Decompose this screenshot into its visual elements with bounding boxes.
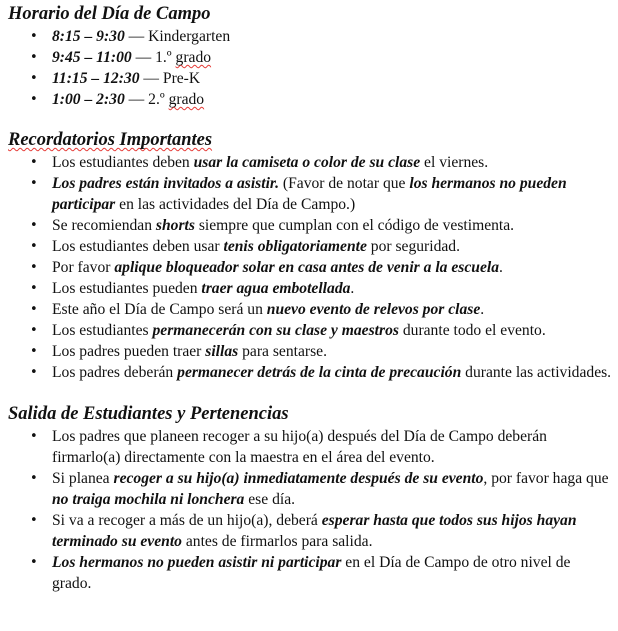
emphasized-text: traer agua embotellada [201,280,351,297]
body-text: Si va a recoger a más de un hijo(a), deberá [52,512,322,529]
reminder-item [52,362,612,383]
reminder-item [52,320,612,341]
schedule-item [52,26,612,47]
body-text: para sentarse. [238,343,327,360]
body-text: Los padres deberán [52,364,178,381]
body-text: Los padres que planeen recoger a su hijo(a) después del Día de Campo deberán firmarlo(a) directamente con la maestra en el área del evento. [52,428,547,466]
schedule-grade-word: grado [168,91,205,108]
body-text: . [480,301,485,318]
body-text: Este año el Día de Campo será un [52,301,267,318]
body-text: el viernes. [420,154,489,171]
emphasized-text: tenis obligatoriamente [223,238,367,255]
emphasized-text: Los padres están invitados a asistir. [52,175,280,192]
schedule-time: 9:45 – 11:00 [52,49,132,66]
dismissal-list [8,426,612,594]
body-text: Se recomiendan [52,217,156,234]
reminders-list [8,152,612,383]
reminder-item [52,173,612,215]
schedule-separator: — [124,28,149,45]
dismissal-item [52,426,612,468]
body-text: Por favor [52,259,115,276]
body-text: Los estudiantes deben [52,154,194,171]
schedule-time: 11:15 – 12:30 [52,70,140,87]
body-text: , por favor haga que [483,470,609,487]
body-text: Los estudiantes pueden [52,280,202,297]
emphasized-text: recoger a su hijo(a) inmediatamente después de su evento [113,470,484,487]
body-text: . [350,280,355,297]
dismissal-item [52,468,612,510]
schedule-grade: Pre-K [162,70,201,87]
body-text: por seguridad. [366,238,460,255]
dismissal-heading: Salida de Estudiantes y Pertenencias [8,404,289,424]
schedule-grade-word: grado [175,49,212,66]
emphasized-text: no traiga mochila ni lonchera [52,491,245,508]
schedule-list [8,26,612,110]
reminder-item [52,299,612,320]
reminder-item [52,236,612,257]
body-text: siempre que cumplan con el código de vestimenta. [194,217,515,234]
emphasized-text: esperar hasta que todos sus hijos hayan terminado su evento [52,512,577,550]
section-spacer [8,383,612,403]
body-text: Los estudiantes [52,322,153,339]
schedule-item [52,68,612,89]
schedule-separator: — [124,91,149,108]
reminder-item [52,257,612,278]
schedule-item [52,47,612,68]
body-text: durante las actividades. [461,364,612,381]
emphasized-text: los hermanos no pueden participar [52,175,567,213]
reminder-item [52,215,612,236]
schedule-separator: — [139,70,163,87]
emphasized-text: permanecer detrás de la cinta de precaución [177,364,462,381]
emphasized-text: sillas [205,343,239,360]
body-text: Si planea [52,470,114,487]
schedule-separator: — [131,49,156,66]
body-text: durante todo el evento. [398,322,546,339]
section-spacer [8,110,612,129]
schedule-time: 8:15 – 9:30 [52,28,125,45]
body-text: en el Día de Campo de otro nivel de grado. [52,554,571,592]
body-text: ese día. [244,491,296,508]
body-text: antes de firmarlos para salida. [181,533,373,550]
schedule-grade: 1.º [155,49,176,66]
schedule-heading: Horario del Día de Campo [8,4,211,24]
body-text: Los padres pueden traer [52,343,206,360]
body-text: . [499,259,503,276]
reminder-item [52,152,612,173]
emphasized-text: nuevo evento de relevos por clase [266,301,481,318]
body-text: (Favor de notar que [279,175,410,192]
emphasized-text: aplique bloqueador solar en casa antes de venir a la escuela [114,259,500,276]
schedule-grade: Kindergarten [148,28,231,45]
dismissal-item [52,510,612,552]
schedule-time: 1:00 – 2:30 [52,91,125,108]
dismissal-item [52,552,612,594]
emphasized-text: permanecerán con su clase y maestros [152,322,399,339]
body-text: Los estudiantes deben usar [52,238,224,255]
schedule-grade: 2.º [148,91,169,108]
body-text: en las actividades del Día de Campo.) [115,196,356,213]
emphasized-text: shorts [155,217,195,234]
emphasized-text: usar la camiseta o color de su clase [193,154,421,171]
reminders-heading: Recordatorios Importantes [8,130,213,150]
emphasized-text: Los hermanos no pueden asistir ni participar [52,554,342,571]
schedule-item [52,89,612,110]
reminder-item [52,341,612,362]
reminder-item [52,278,612,299]
